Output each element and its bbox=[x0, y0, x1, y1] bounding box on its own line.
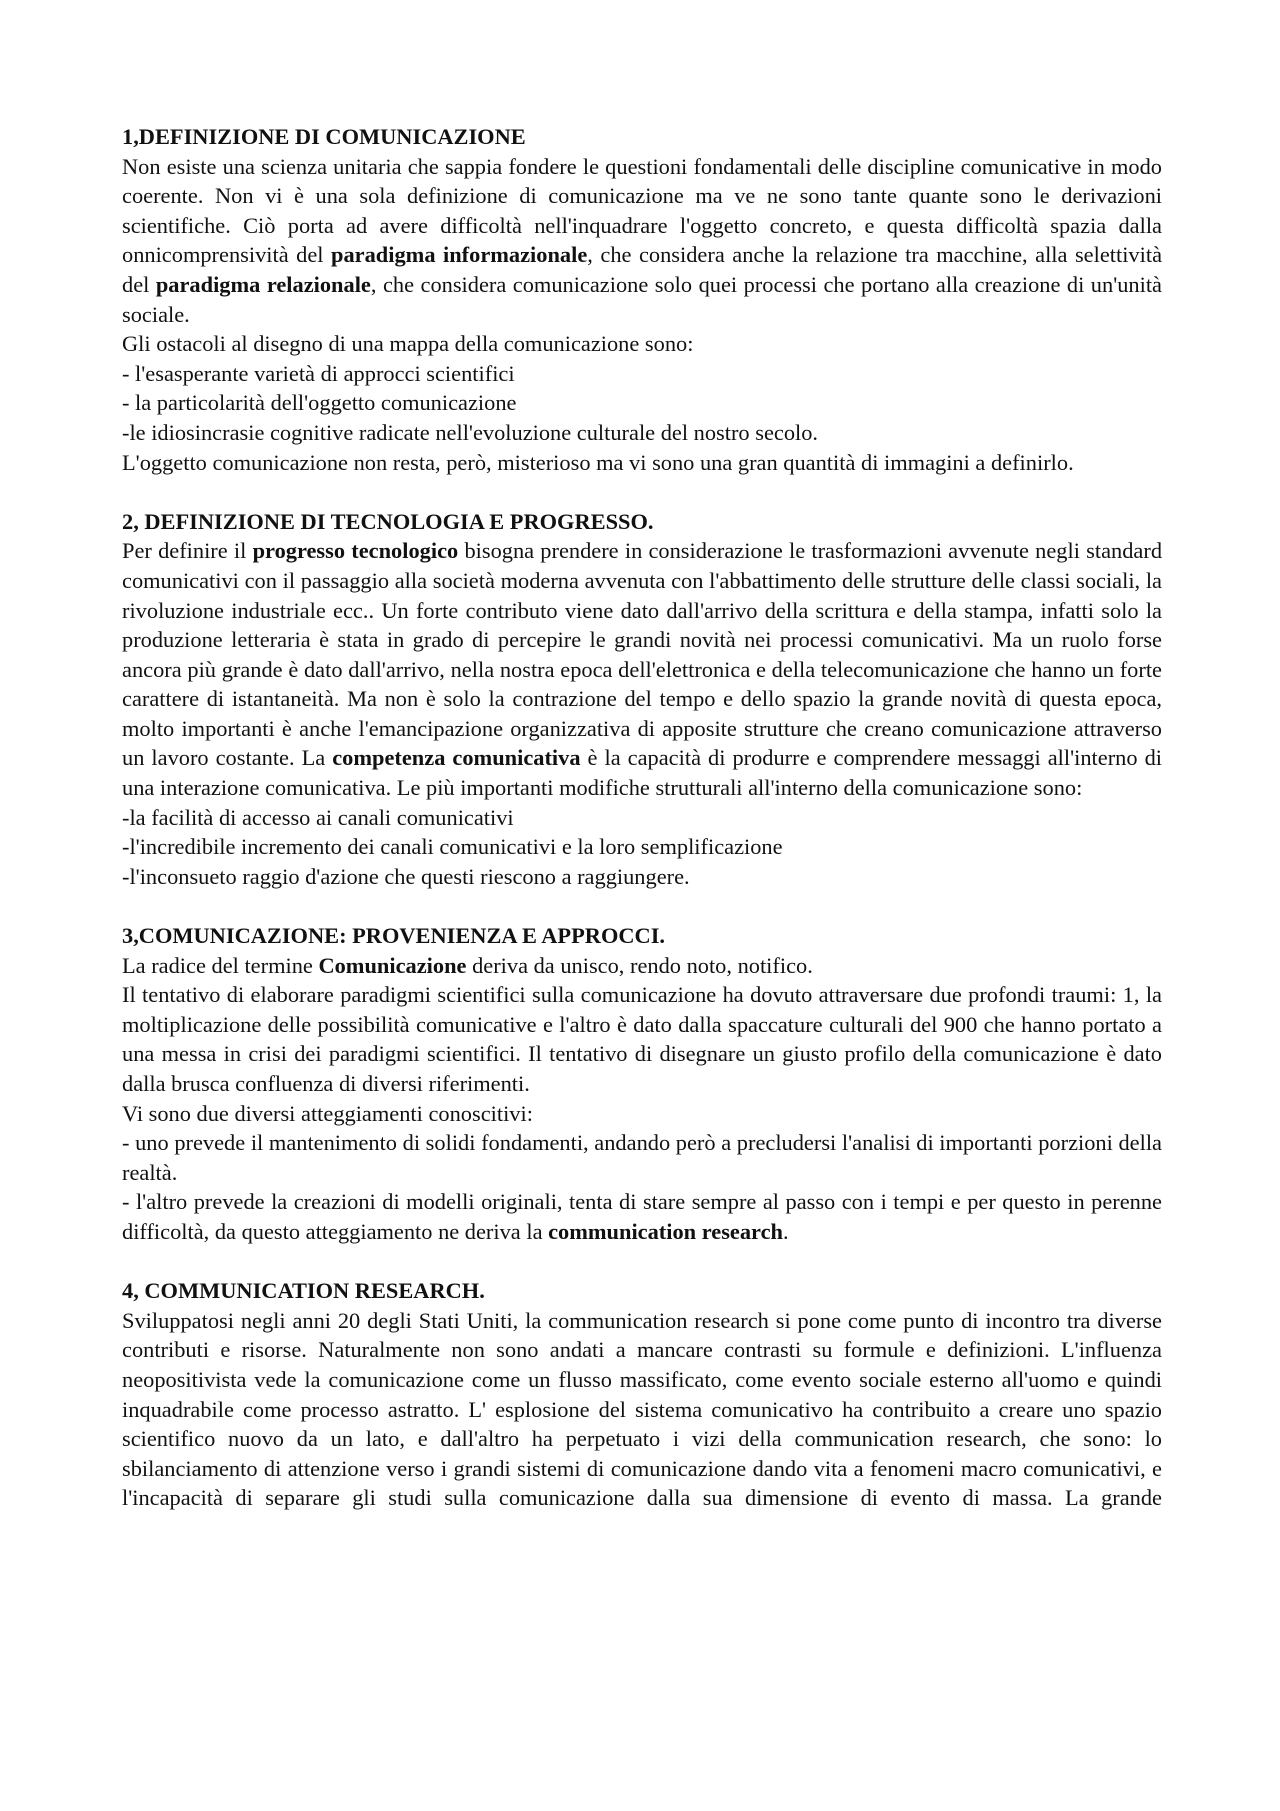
list-item: - la particolarità dell'oggetto comunicazione bbox=[122, 390, 517, 416]
text-run: deriva da unisco, rendo noto, notifico. bbox=[466, 952, 813, 978]
section-3-paragraph-1 bbox=[122, 951, 1162, 981]
section-3-paragraph-3: Vi sono due diversi atteggiamenti conoscitivi: bbox=[122, 1100, 533, 1126]
list-item: -l'incredibile incremento dei canali comunicativi e la loro semplificazione bbox=[122, 834, 783, 860]
bold-term-paradigma-relazionale: paradigma relazionale bbox=[155, 271, 371, 297]
text-run: Per definire il bbox=[122, 538, 253, 564]
section-4-heading: 4, COMMUNICATION RESEARCH. bbox=[122, 1278, 485, 1304]
bold-term-competenza-comunicativa: competenza comunicativa bbox=[332, 745, 581, 771]
list-item: - l'esasperante varietà di approcci scientifici bbox=[122, 360, 515, 386]
section-1-paragraph-3: L'oggetto comunicazione non resta, però, misterioso ma vi sono una gran quantità di immagini a definirlo. bbox=[122, 449, 1074, 475]
section-3-paragraph-2: Il tentativo di elaborare paradigmi scientifici sulla comunicazione ha dovuto attraversare due profondi traumi: 1, la moltiplicazione delle possibilità comunicative e l'altro è dato dalla spaccature culturali del 900 che hanno portato a una messa in crisi dei paradigmi scientifici. Il tentativo di disegnare un giusto profilo della comunicazione è dato dalla brusca confluenza di diversi riferimenti. bbox=[122, 982, 1162, 1096]
document-page bbox=[122, 122, 1162, 1513]
bold-term-paradigma-informazionale: paradigma informazionale bbox=[331, 242, 588, 268]
text-run: . bbox=[782, 1218, 789, 1244]
bold-term-comunicazione: Comunicazione bbox=[318, 952, 467, 978]
section-3-paragraph-5 bbox=[122, 1187, 1162, 1246]
text-run: bisogna prendere in considerazione le trasformazioni avvenute negli standard comunicativi con il passaggio alla società moderna avvenuta con l'abbattimento delle strutture delle classi sociali, la rivoluzione industriale ecc.. Un forte contributo viene dato dall'arrivo della scrittura e della stampa, infatti solo la produzione letteraria è stata in grado di percepire le grandi novità nei processi comunicativi. Ma un ruolo forse ancora più grande è dato dall'arrivo, nella nostra epoca dell'elettronica e della telecomunicazione che hanno un forte carattere di istantaneità. Ma non è solo la contrazione del tempo e dello spazio la grande novità di questa epoca, molto importanti è anche l'emancipazione organizzativa di apposite strutture che creano comunicazione attraverso un lavoro costante. La bbox=[122, 538, 1163, 771]
section-1-heading: 1,DEFINIZIONE DI COMUNICAZIONE bbox=[122, 124, 526, 149]
list-item: -le idiosincrasie cognitive radicate nell'evoluzione culturale del nostro secolo. bbox=[122, 419, 819, 445]
section-1-paragraph-1 bbox=[122, 152, 1162, 330]
section-2-paragraph-1 bbox=[122, 536, 1162, 802]
text-run: - l'altro prevede la creazioni di modelli originali, tenta di stare sempre al passo con i tempi e per questo in perenne difficoltà, da questo atteggiamento ne deriva la bbox=[122, 1189, 1162, 1244]
bold-term-communication-research: communication research bbox=[548, 1218, 783, 1244]
section-4-paragraph-1: Sviluppatosi negli anni 20 degli Stati Uniti, la communication research si pone come punto di incontro tra diverse contributi e risorse. Naturalmente non sono andati a mancare contrasti su formule e definizioni. L'influenza neopositivista vede la comunicazione come un flusso massificato, come evento sociale esterno all'uomo e quindi inquadrabile come processo astratto. L' esplosione del sistema comunicativo ha contribuito a creare uno spazio scientifico nuovo da un lato, e dall'altro ha perpetuato i vizi della communication research, che sono: lo sbilanciamento di attenzione verso i grandi sistemi di comunicazione dando vita a fenomeni macro comunicativi, e l'incapacità di separare gli studi sulla comunicazione dalla sua dimensione di evento di massa. La grande bbox=[122, 1307, 1162, 1511]
list-item: -l'inconsueto raggio d'azione che questi riescono a raggiungere. bbox=[122, 863, 690, 889]
text-run: , che considera anche la relazione tra macchine, alla selettività del bbox=[122, 242, 1163, 297]
section-3 bbox=[122, 921, 1162, 1247]
bold-term-progresso-tecnologico: progresso tecnologico bbox=[252, 538, 459, 564]
text-run: , che considera comunicazione solo quei processi che portano alla creazione di un'unità sociale. bbox=[122, 271, 1162, 327]
section-3-heading: 3,COMUNICAZIONE: PROVENIENZA E APPROCCI. bbox=[122, 923, 666, 949]
list-item: -la facilità di accesso ai canali comunicativi bbox=[122, 804, 514, 830]
section-3-paragraph-4: - uno prevede il mantenimento di solidi fondamenti, andando però a precludersi l'analisi di importanti porzioni della realtà. bbox=[122, 1130, 1162, 1185]
section-1-paragraph-2: Gli ostacoli al disegno di una mappa della comunicazione sono: bbox=[122, 331, 694, 357]
text-run: La radice del termine bbox=[122, 952, 319, 978]
text-run: è la capacità di produrre e comprendere messaggi all'interno di una interazione comunicativa. Le più importanti modifiche strutturali all'interno della comunicazione sono: bbox=[122, 745, 1162, 801]
text-run: Non esiste una scienza unitaria che sappia fondere le questioni fondamentali delle discipline comunicative in modo coerente. Non vi è una sola definizione di comunicazione ma ve ne sono tante quante sono le derivazioni scientifiche. Ciò porta ad avere difficoltà nell'inquadrare l'oggetto concreto, e questa difficoltà spazia dalla onnicomprensività del bbox=[122, 153, 1162, 268]
section-1 bbox=[122, 122, 1162, 477]
section-4 bbox=[122, 1276, 1162, 1513]
section-2-heading: 2, DEFINIZIONE DI TECNOLOGIA E PROGRESSO. bbox=[122, 508, 654, 534]
section-2 bbox=[122, 507, 1162, 892]
